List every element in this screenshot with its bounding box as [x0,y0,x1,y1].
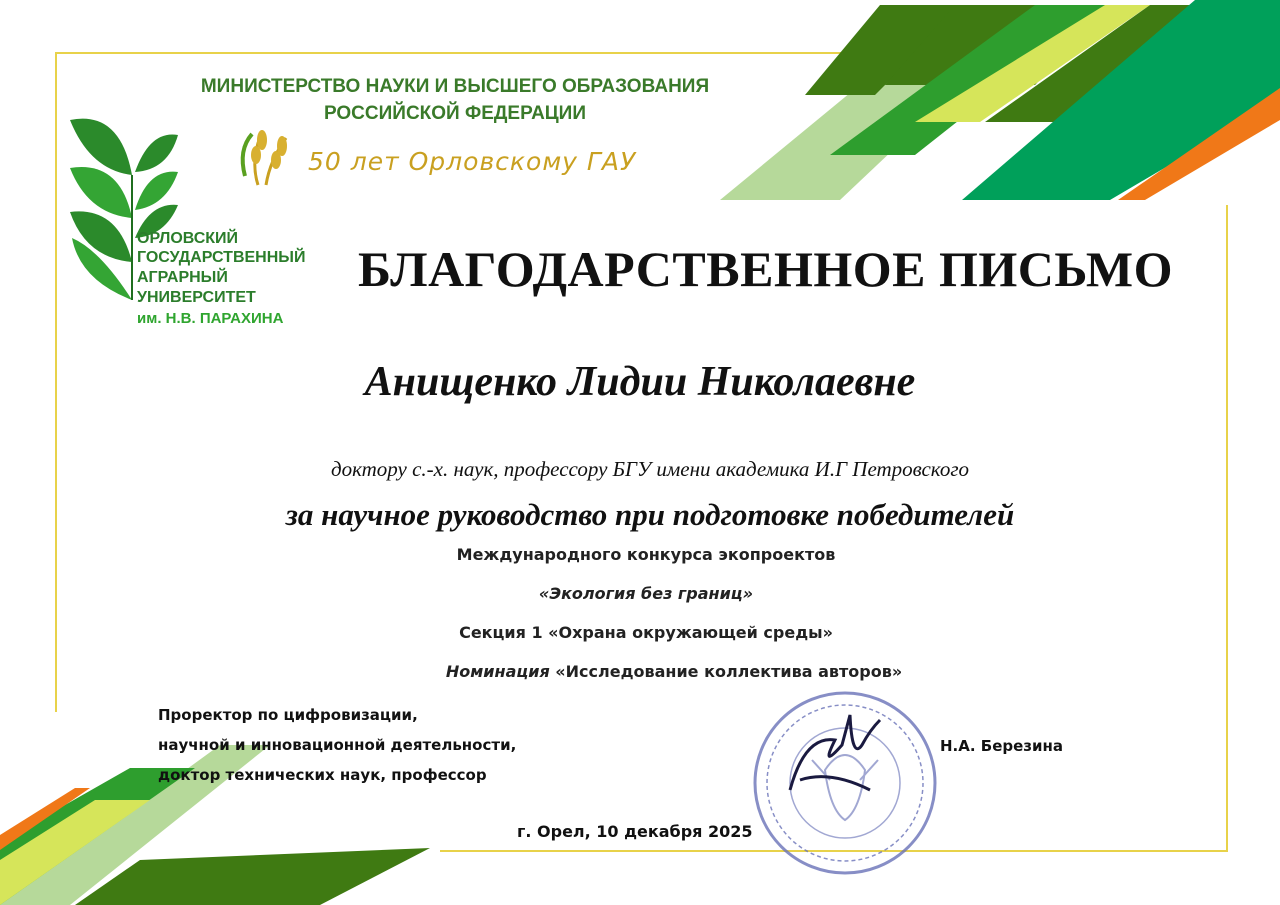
signer-role-line-3: доктор технических наук, профессор [158,766,487,784]
award-reason: за научное руководство при подготовке победителей [285,497,1015,532]
university-line-4: УНИВЕРСИТЕТ [137,289,256,306]
signer-role-line-2: научной и инновационной деятельности, [158,736,517,754]
nomination-value: «Исследование коллектива авторов» [555,662,903,681]
contest-line: Международного конкурса экопроектов [456,545,836,564]
city-date: г. Орел, 10 декабря 2025 [517,822,753,841]
university-line-1: ОРЛОВСКИЙ [137,230,239,247]
letter-title: БЛАГОДАРСТВЕННОЕ ПИСЬМО [358,241,1174,297]
nomination-label: Номинация [445,662,550,681]
signature-scribble-icon [790,715,880,790]
section-line: Секция 1 «Охрана окружающей среды» [459,623,833,642]
university-line-2: ГОСУДАРСТВЕННЫЙ [137,249,306,266]
jubilee-text: 50 лет Орловскому ГАУ [308,147,637,176]
ministry-line-1: МИНИСТЕРСТВО НАУКИ И ВЫСШЕГО ОБРАЗОВАНИЯ [200,76,710,97]
signer-name: Н.А. Березина [940,737,1064,755]
ministry-line-2: РОССИЙСКОЙ ФЕДЕРАЦИИ [323,103,586,124]
recipient-name: Анищенко Лидии Николаевне [364,359,916,405]
university-line-5: им. Н.В. ПАРАХИНА [137,310,284,327]
recipient-position: доктору с.-х. наук, профессору БГУ имени академика И.Г Петровского [330,457,970,481]
contest-name: «Экология без границ» [538,584,754,603]
university-line-3: АГРАРНЫЙ [137,269,228,286]
signer-role-line-1: Проректор по цифровизации, [158,706,418,724]
round-seal-stamp-icon [755,693,935,873]
